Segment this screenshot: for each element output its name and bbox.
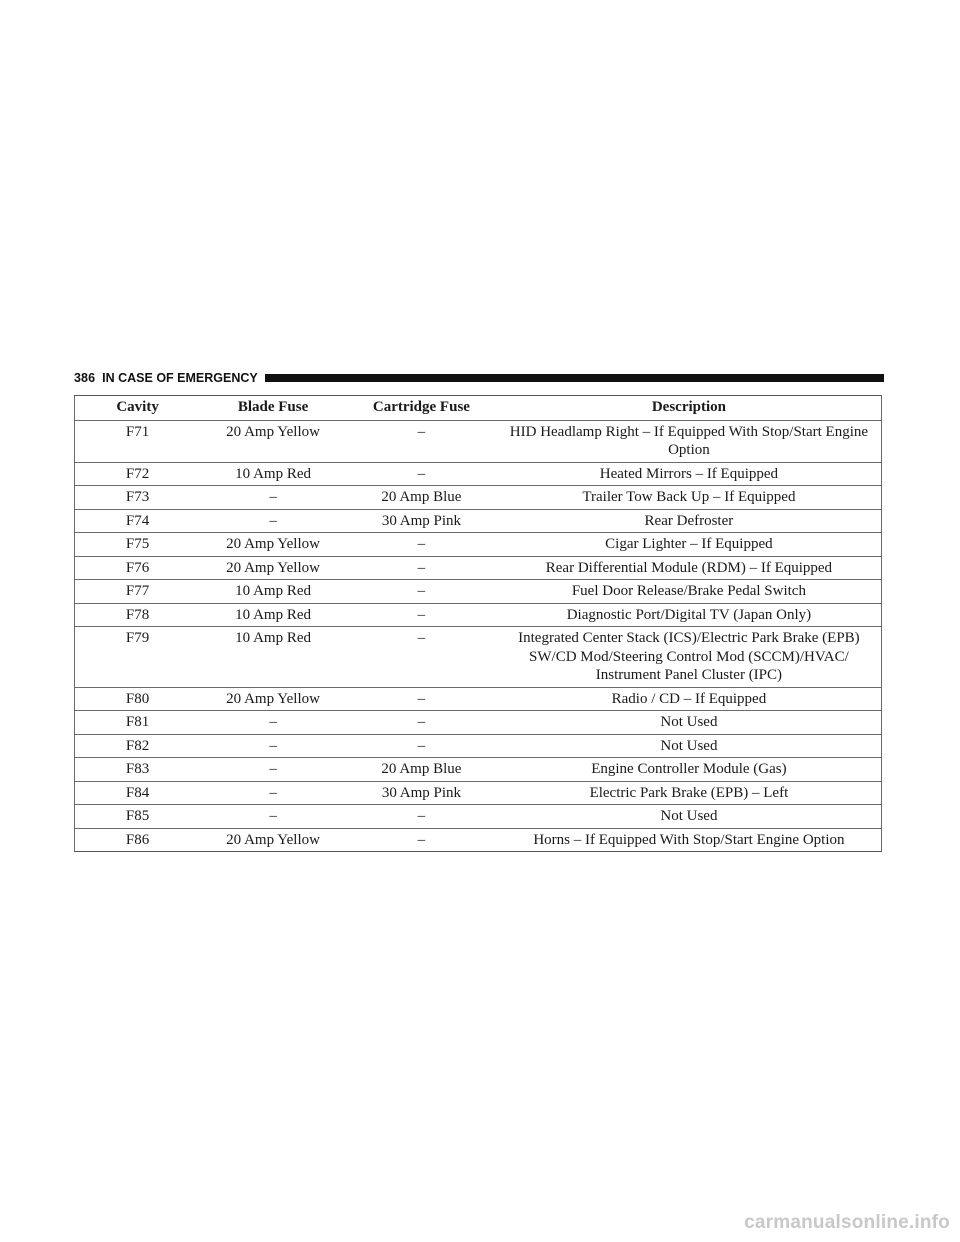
cell-description: Not Used xyxy=(497,805,882,829)
cell-description: HID Headlamp Right – If Equipped With Stop/Start Engine Option xyxy=(497,420,882,462)
column-header-cavity: Cavity xyxy=(75,396,201,421)
cell-description: Integrated Center Stack (ICS)/Electric Park Brake (EPB) SW/CD Mod/Steering Control Mod (SCCM)/HVAC/ Instrument Panel Cluster (IPC) xyxy=(497,627,882,688)
table-row xyxy=(75,758,882,782)
column-header-blade-fuse: Blade Fuse xyxy=(200,396,346,421)
cell-cartridge-fuse: – xyxy=(346,580,497,604)
table-row xyxy=(75,486,882,510)
cell-description: Rear Differential Module (RDM) – If Equipped xyxy=(497,556,882,580)
cell-cartridge-fuse: – xyxy=(346,828,497,852)
table-row xyxy=(75,533,882,557)
footer-watermark[interactable]: carmanualsonline.info xyxy=(744,1212,950,1233)
cell-cavity: F77 xyxy=(75,580,201,604)
cell-cavity: F86 xyxy=(75,828,201,852)
cell-blade-fuse: 10 Amp Red xyxy=(200,580,346,604)
cell-cavity: F78 xyxy=(75,603,201,627)
cell-blade-fuse: 20 Amp Yellow xyxy=(200,687,346,711)
cell-blade-fuse: – xyxy=(200,805,346,829)
cell-cartridge-fuse: – xyxy=(346,711,497,735)
cell-cartridge-fuse: 30 Amp Pink xyxy=(346,781,497,805)
cell-cavity: F74 xyxy=(75,509,201,533)
cell-cartridge-fuse: – xyxy=(346,734,497,758)
table-row xyxy=(75,420,882,462)
cell-cartridge-fuse: 20 Amp Blue xyxy=(346,486,497,510)
cell-description: Not Used xyxy=(497,734,882,758)
cell-cavity: F80 xyxy=(75,687,201,711)
table-row xyxy=(75,627,882,688)
cell-cartridge-fuse: – xyxy=(346,533,497,557)
cell-cavity: F81 xyxy=(75,711,201,735)
cell-description: Fuel Door Release/Brake Pedal Switch xyxy=(497,580,882,604)
cell-cavity: F72 xyxy=(75,462,201,486)
cell-cartridge-fuse: – xyxy=(346,462,497,486)
cell-blade-fuse: – xyxy=(200,758,346,782)
cell-cartridge-fuse: 20 Amp Blue xyxy=(346,758,497,782)
cell-description: Radio / CD – If Equipped xyxy=(497,687,882,711)
cell-description: Engine Controller Module (Gas) xyxy=(497,758,882,782)
cell-description: Heated Mirrors – If Equipped xyxy=(497,462,882,486)
cell-cavity: F84 xyxy=(75,781,201,805)
cell-cavity: F82 xyxy=(75,734,201,758)
cell-description: Horns – If Equipped With Stop/Start Engine Option xyxy=(497,828,882,852)
cell-cavity: F85 xyxy=(75,805,201,829)
cell-cartridge-fuse: – xyxy=(346,603,497,627)
cell-cartridge-fuse: – xyxy=(346,420,497,462)
cell-cavity: F75 xyxy=(75,533,201,557)
cell-cavity: F76 xyxy=(75,556,201,580)
column-header-cartridge-fuse: Cartridge Fuse xyxy=(346,396,497,421)
cell-blade-fuse: 20 Amp Yellow xyxy=(200,420,346,462)
table-row xyxy=(75,805,882,829)
cell-description: Diagnostic Port/Digital TV (Japan Only) xyxy=(497,603,882,627)
page-number: 386 xyxy=(74,371,96,385)
cell-blade-fuse: – xyxy=(200,734,346,758)
cell-blade-fuse: 20 Amp Yellow xyxy=(200,556,346,580)
cell-cavity: F83 xyxy=(75,758,201,782)
cell-blade-fuse: 10 Amp Red xyxy=(200,627,346,688)
cell-cartridge-fuse: – xyxy=(346,687,497,711)
section-title: IN CASE OF EMERGENCY xyxy=(102,371,258,385)
cell-description: Electric Park Brake (EPB) – Left xyxy=(497,781,882,805)
cell-cartridge-fuse: 30 Amp Pink xyxy=(346,509,497,533)
table-body xyxy=(75,420,882,852)
cell-description: Cigar Lighter – If Equipped xyxy=(497,533,882,557)
cell-blade-fuse: 20 Amp Yellow xyxy=(200,828,346,852)
header-rule xyxy=(265,374,884,382)
table-row xyxy=(75,580,882,604)
fuse-table xyxy=(74,395,882,852)
table-row xyxy=(75,509,882,533)
cell-blade-fuse: 20 Amp Yellow xyxy=(200,533,346,557)
table-row xyxy=(75,556,882,580)
cell-description: Rear Defroster xyxy=(497,509,882,533)
cell-blade-fuse: – xyxy=(200,711,346,735)
cell-cavity: F79 xyxy=(75,627,201,688)
table-row xyxy=(75,711,882,735)
column-header-description: Description xyxy=(497,396,882,421)
cell-blade-fuse: 10 Amp Red xyxy=(200,462,346,486)
table-row xyxy=(75,781,882,805)
cell-cartridge-fuse: – xyxy=(346,627,497,688)
cell-cartridge-fuse: – xyxy=(346,556,497,580)
cell-cavity: F73 xyxy=(75,486,201,510)
table-row xyxy=(75,462,882,486)
cell-blade-fuse: – xyxy=(200,509,346,533)
cell-cavity: F71 xyxy=(75,420,201,462)
table-row xyxy=(75,734,882,758)
table-row xyxy=(75,687,882,711)
cell-cartridge-fuse: – xyxy=(346,805,497,829)
cell-blade-fuse: – xyxy=(200,781,346,805)
cell-description: Not Used xyxy=(497,711,882,735)
table-row xyxy=(75,603,882,627)
table-header-row xyxy=(75,396,882,421)
table-row xyxy=(75,828,882,852)
cell-blade-fuse: – xyxy=(200,486,346,510)
cell-description: Trailer Tow Back Up – If Equipped xyxy=(497,486,882,510)
page-header xyxy=(74,370,884,386)
cell-blade-fuse: 10 Amp Red xyxy=(200,603,346,627)
